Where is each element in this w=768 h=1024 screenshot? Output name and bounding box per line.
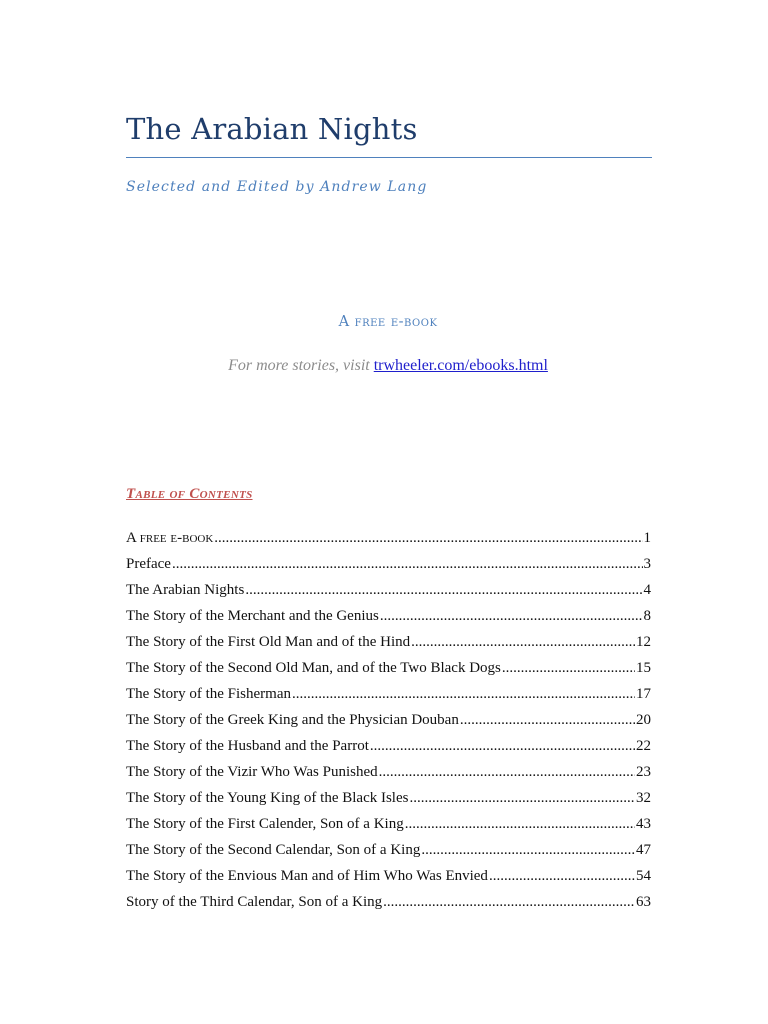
toc-entry-page: 43: [636, 816, 651, 832]
toc-entry-page: 47: [636, 842, 651, 858]
toc-dot-leader: [405, 814, 635, 834]
toc-entry[interactable]: [126, 710, 651, 736]
toc-entry-title: The Story of the Husband and the Parrot: [126, 738, 369, 754]
toc-entry-title: Preface: [126, 556, 171, 572]
toc-entry[interactable]: [126, 658, 651, 684]
toc-dot-leader: [245, 580, 642, 600]
toc-entry[interactable]: [126, 554, 651, 580]
toc-entry[interactable]: [126, 736, 651, 762]
toc-entry-title: The Story of the Second Old Man, and of the Two Black Dogs: [126, 660, 501, 676]
toc-entry[interactable]: [126, 632, 651, 658]
title-underline-rule: [126, 157, 652, 158]
free-ebook-heading: A free e-book: [338, 314, 438, 330]
toc-entry-title: The Story of the Envious Man and of Him Who Was Envied: [126, 868, 488, 884]
toc-entry-title: The Story of the First Calender, Son of a King: [126, 816, 404, 832]
toc-list: [126, 528, 651, 918]
toc-entry-page: 20: [636, 712, 651, 728]
toc-entry[interactable]: [126, 788, 651, 814]
toc-entry-title: The Story of the Vizir Who Was Punished: [126, 764, 378, 780]
toc-dot-leader: [370, 736, 635, 756]
toc-dot-leader: [380, 606, 643, 626]
toc-entry-title: A free e-book: [126, 530, 214, 546]
toc-entry[interactable]: [126, 892, 651, 918]
toc-dot-leader: [172, 554, 643, 574]
toc-entry-page: 54: [636, 868, 651, 884]
toc-entry-title: The Arabian Nights: [126, 582, 245, 598]
toc-entry-page: 3: [643, 556, 651, 572]
toc-dot-leader: [502, 658, 635, 678]
toc-entry-page: 63: [636, 894, 651, 910]
toc-entry-page: 32: [636, 790, 651, 806]
toc-entry-title: The Story of the Greek King and the Physician Douban: [126, 712, 459, 728]
toc-dot-leader: [292, 684, 635, 704]
ebooks-link[interactable]: trwheeler.com/ebooks.html: [373, 357, 548, 374]
toc-entry-title: The Story of the Merchant and the Genius: [126, 608, 379, 624]
visit-line: [0, 357, 768, 375]
toc-entry-page: 4: [643, 582, 651, 598]
document-title: The Arabian Nights: [126, 112, 418, 146]
toc-dot-leader: [409, 788, 635, 808]
toc-dot-leader: [383, 892, 635, 912]
toc-entry[interactable]: [126, 606, 651, 632]
toc-entry-page: 15: [636, 660, 651, 676]
toc-entry-title: The Story of the First Old Man and of the Hind: [126, 634, 411, 650]
toc-entry[interactable]: [126, 814, 651, 840]
toc-dot-leader: [460, 710, 635, 730]
visit-text: For more stories, visit: [228, 357, 374, 374]
toc-dot-leader: [411, 632, 635, 652]
toc-entry-page: 17: [636, 686, 651, 702]
toc-entry-page: 12: [636, 634, 651, 650]
toc-entry[interactable]: [126, 580, 651, 606]
toc-entry[interactable]: [126, 866, 651, 892]
toc-entry[interactable]: [126, 840, 651, 866]
toc-entry[interactable]: [126, 684, 651, 710]
document-subtitle: Selected and Edited by Andrew Lang: [126, 179, 428, 195]
toc-entry-title: The Story of the Young King of the Black Isles: [126, 790, 409, 806]
toc-dot-leader: [421, 840, 635, 860]
toc-entry-title: The Story of the Second Calendar, Son of a King: [126, 842, 421, 858]
toc-entry-title: The Story of the Fisherman: [126, 686, 291, 702]
toc-entry[interactable]: [126, 762, 651, 788]
toc-dot-leader: [214, 528, 642, 548]
toc-entry-page: 8: [643, 608, 651, 624]
toc-entry-page: 22: [636, 738, 651, 754]
toc-entry-page: 1: [643, 530, 651, 546]
toc-heading[interactable]: Table of Contents: [126, 486, 253, 502]
toc-dot-leader: [379, 762, 635, 782]
toc-entry-title: Story of the Third Calendar, Son of a King: [126, 894, 383, 910]
toc-dot-leader: [489, 866, 635, 886]
toc-entry[interactable]: [126, 528, 651, 554]
toc-entry-page: 23: [636, 764, 651, 780]
